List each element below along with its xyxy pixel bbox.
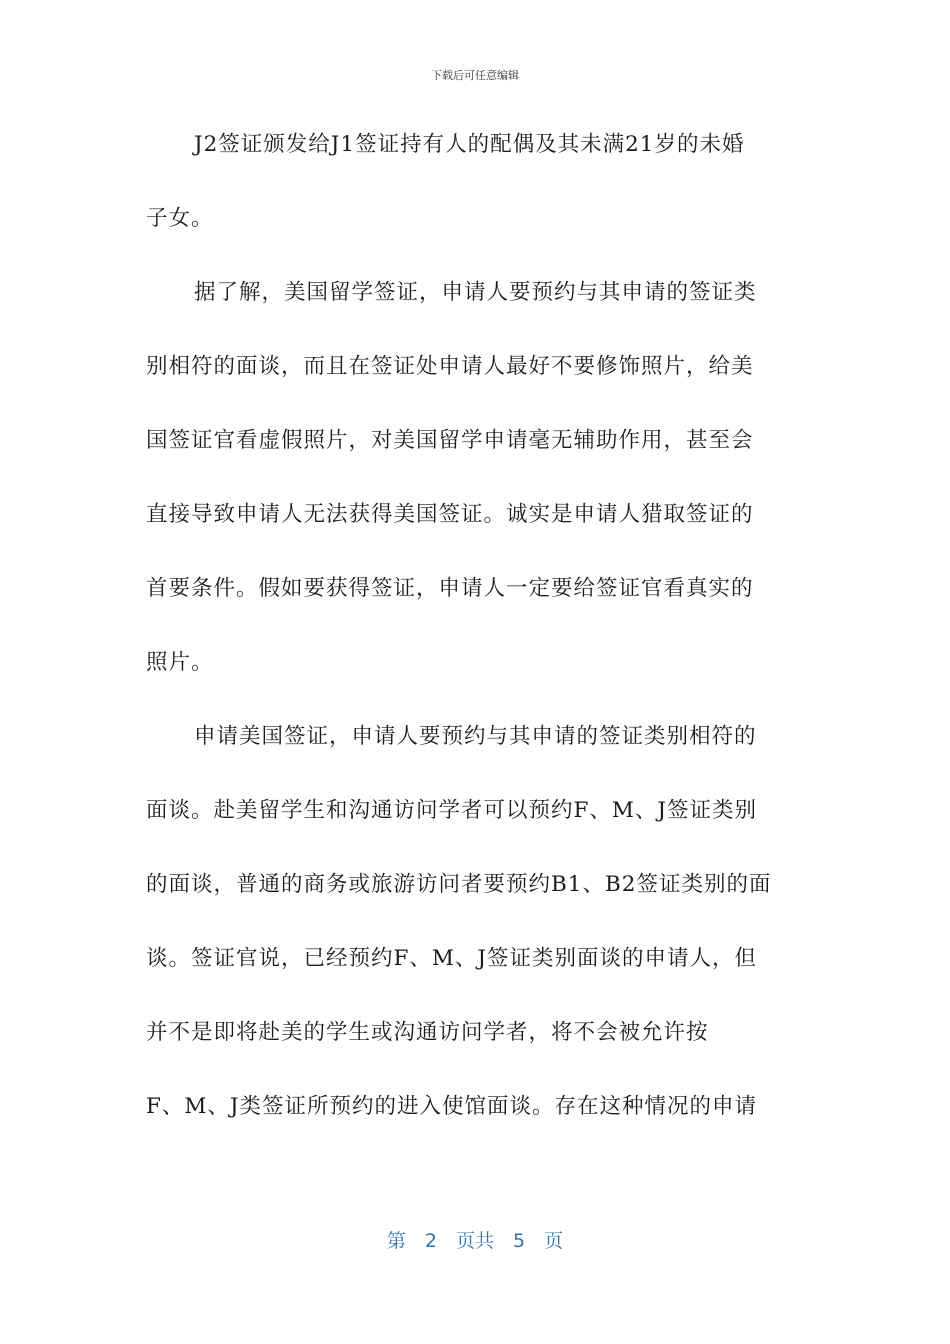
header-note: 下载后可任意编辑 <box>431 69 519 82</box>
text-line: 申请美国签证，申请人要预约与其申请的签证类别相符的 <box>194 724 757 749</box>
text-line: 照片。 <box>146 650 214 675</box>
document-body <box>146 122 806 1158</box>
text-line: 的面谈，普通的商务或旅游访问者要预约B1、B2签证类别的面 <box>146 872 772 897</box>
text-line: 据了解，美国留学签证，申请人要预约与其申请的签证类 <box>194 280 757 305</box>
text-line: 直接导致申请人无法获得美国签证。诚实是申请人猎取签证的 <box>146 502 754 527</box>
text-line: 面谈。赴美留学生和沟通访问学者可以预约F、M、J签证类别 <box>146 798 758 823</box>
text-line: 并不是即将赴美的学生或沟通访问学者，将不会被允许按 <box>146 1020 709 1045</box>
text-line: F、M、J类签证所预约的进入使馆面谈。存在这种情况的申请 <box>146 1094 758 1119</box>
text-line: 国签证官看虚假照片，对美国留学申请毫无辅助作用，甚至会 <box>146 428 754 453</box>
text-line: 首要条件。假如要获得签证，申请人一定要给签证官看真实的 <box>146 576 754 601</box>
text-line: 谈。签证官说，已经预约F、M、J签证类别面谈的申请人，但 <box>146 946 758 971</box>
text-line: 别相符的面谈，而且在签证处申请人最好不要修饰照片，给美 <box>146 354 754 379</box>
page-footer: 第 2 页共 5 页 <box>386 1230 564 1252</box>
text-line: 子女。 <box>146 206 214 231</box>
text-line: J2签证颁发给J1签证持有人的配偶及其未满21岁的未婚 <box>194 132 745 157</box>
